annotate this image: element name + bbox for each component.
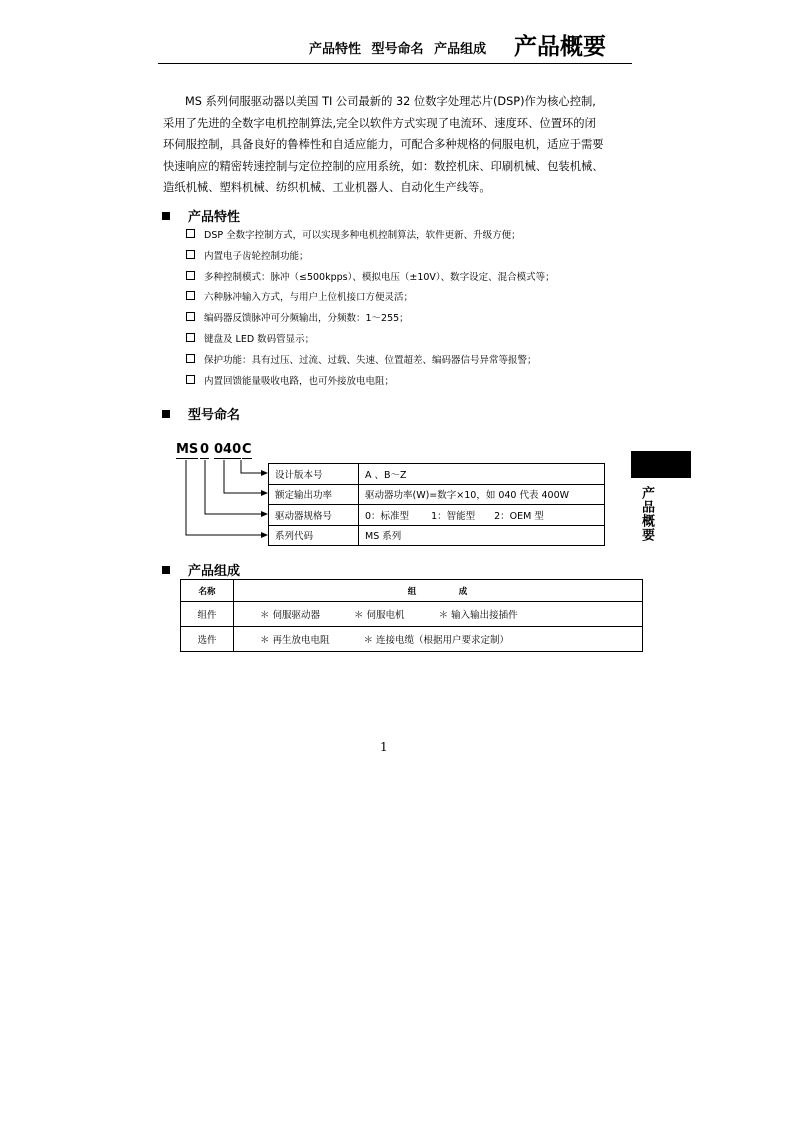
square-bullet-icon — [162, 566, 170, 574]
table-row — [269, 505, 605, 526]
component-item: ＊ 输入输出接插件 — [438, 610, 518, 621]
checkbox-square-icon — [186, 312, 195, 321]
page-title: 产品概要 — [514, 34, 606, 60]
option-item: ＊ 连接电缆（根据用户要求定制） — [363, 635, 510, 646]
checkbox-square-icon — [186, 229, 195, 238]
side-tab-label: 产品概要 — [639, 486, 654, 542]
list-item — [186, 330, 555, 351]
component-item: ＊ 伺服电机 — [354, 610, 405, 621]
table-row — [269, 464, 605, 485]
list-item — [186, 372, 555, 393]
code-series: MS — [176, 442, 199, 457]
intro-line: 采用了先进的全数字电机控制算法,完全以软件方式实现了电流环、速度环、位置环的闭 — [163, 116, 596, 130]
feature-text: 编码器反馈脉冲可分频输出，分频数：1～255； — [204, 313, 409, 325]
section-heading-naming — [162, 404, 240, 423]
row-value: A 、B～Z — [359, 464, 605, 485]
header-divider — [158, 63, 632, 64]
row-label: 额定输出功率 — [269, 484, 359, 505]
nav-features[interactable]: 产品特性 — [309, 42, 362, 57]
checkbox-square-icon — [186, 354, 195, 363]
section-heading-composition — [162, 560, 240, 579]
table-header-row — [181, 580, 643, 602]
table-row — [181, 627, 643, 652]
code-version: C — [242, 442, 252, 457]
table-row — [269, 484, 605, 505]
row-value: MS 系列 — [359, 525, 605, 546]
row-label: 驱动器规格号 — [269, 505, 359, 526]
header-name: 名称 — [181, 580, 234, 602]
row-name: 组件 — [181, 602, 234, 627]
intro-line: 快速响应的精密转速控制与定位控制的应用系统，如：数控机床、印刷机械、包装机械、 — [163, 159, 604, 173]
nav-composition[interactable]: 产品组成 — [434, 42, 487, 57]
feature-text: 内置电子齿轮控制功能； — [204, 250, 309, 262]
list-item — [186, 309, 555, 330]
intro-paragraph — [163, 91, 623, 199]
feature-text: 键盘及 LED 数码管显示； — [204, 333, 315, 345]
intro-line: 造纸机械、塑料机械、纺织机械、工业机器人、自动化生产线等。 — [163, 181, 491, 194]
option-item: ＊ 再生放电电阻 — [260, 635, 330, 646]
feature-text: DSP 全数字控制方式，可以实现多种电机控制算法，软件更新、升级方便； — [204, 230, 521, 241]
header-content: 组 成 — [234, 580, 643, 602]
checkbox-square-icon — [186, 291, 195, 300]
nav-naming[interactable]: 型号命名 — [371, 42, 424, 57]
header-nav — [309, 38, 492, 57]
code-spec: 0 — [200, 442, 210, 457]
component-item: ＊ 伺服驱动器 — [260, 610, 321, 621]
composition-table — [180, 579, 643, 652]
list-item — [186, 247, 555, 268]
section-title: 产品特性 — [188, 210, 241, 225]
naming-connector-lines — [170, 456, 270, 546]
section-heading-features — [162, 206, 240, 225]
list-item — [186, 351, 555, 372]
side-tab-marker — [631, 451, 691, 478]
row-label: 系列代码 — [269, 525, 359, 546]
table-row — [181, 602, 643, 627]
row-items — [234, 627, 643, 652]
list-item — [186, 226, 555, 247]
row-label: 设计版本号 — [269, 464, 359, 485]
table-row — [269, 525, 605, 546]
row-name: 选件 — [181, 627, 234, 652]
row-items — [234, 602, 643, 627]
square-bullet-icon — [162, 212, 170, 220]
checkbox-square-icon — [186, 250, 195, 259]
feature-text: 多种控制模式：脉冲（≤500kpps）、模拟电压（±10V）、数字设定、混合模式等； — [204, 271, 555, 283]
checkbox-square-icon — [186, 333, 195, 342]
feature-text: 六种脉冲输入方式，与用户上位机接口方便灵活； — [204, 292, 414, 304]
checkbox-square-icon — [186, 271, 195, 280]
section-title: 型号命名 — [188, 408, 241, 423]
naming-table — [268, 463, 605, 546]
intro-line: MS 系列伺服驱动器以美国 TI 公司最新的 32 位数字处理芯片(DSP)作为核心控制, — [185, 95, 596, 108]
list-item — [186, 288, 555, 309]
checkbox-square-icon — [186, 375, 195, 384]
feature-text: 保护功能：具有过压、过流、过载、失速、位置超差、编码器信号异常等报警； — [204, 354, 537, 366]
code-power: 040 — [214, 442, 242, 457]
page-number: 1 — [380, 740, 388, 754]
section-title: 产品组成 — [188, 564, 241, 579]
intro-line: 环伺服控制，具备良好的鲁棒性和自适应能力，可配合多种规格的伺服电机，适应于需要 — [163, 138, 604, 151]
feature-list — [186, 226, 555, 392]
list-item — [186, 268, 555, 289]
square-bullet-icon — [162, 410, 170, 418]
feature-text: 内置回馈能量吸收电路，也可外接放电电阻； — [204, 375, 395, 387]
row-value: 驱动器功率(W)=数字×10，如 040 代表 400W — [359, 484, 605, 505]
row-value: 0：标准型 1：智能型 2：OEM 型 — [359, 505, 605, 526]
